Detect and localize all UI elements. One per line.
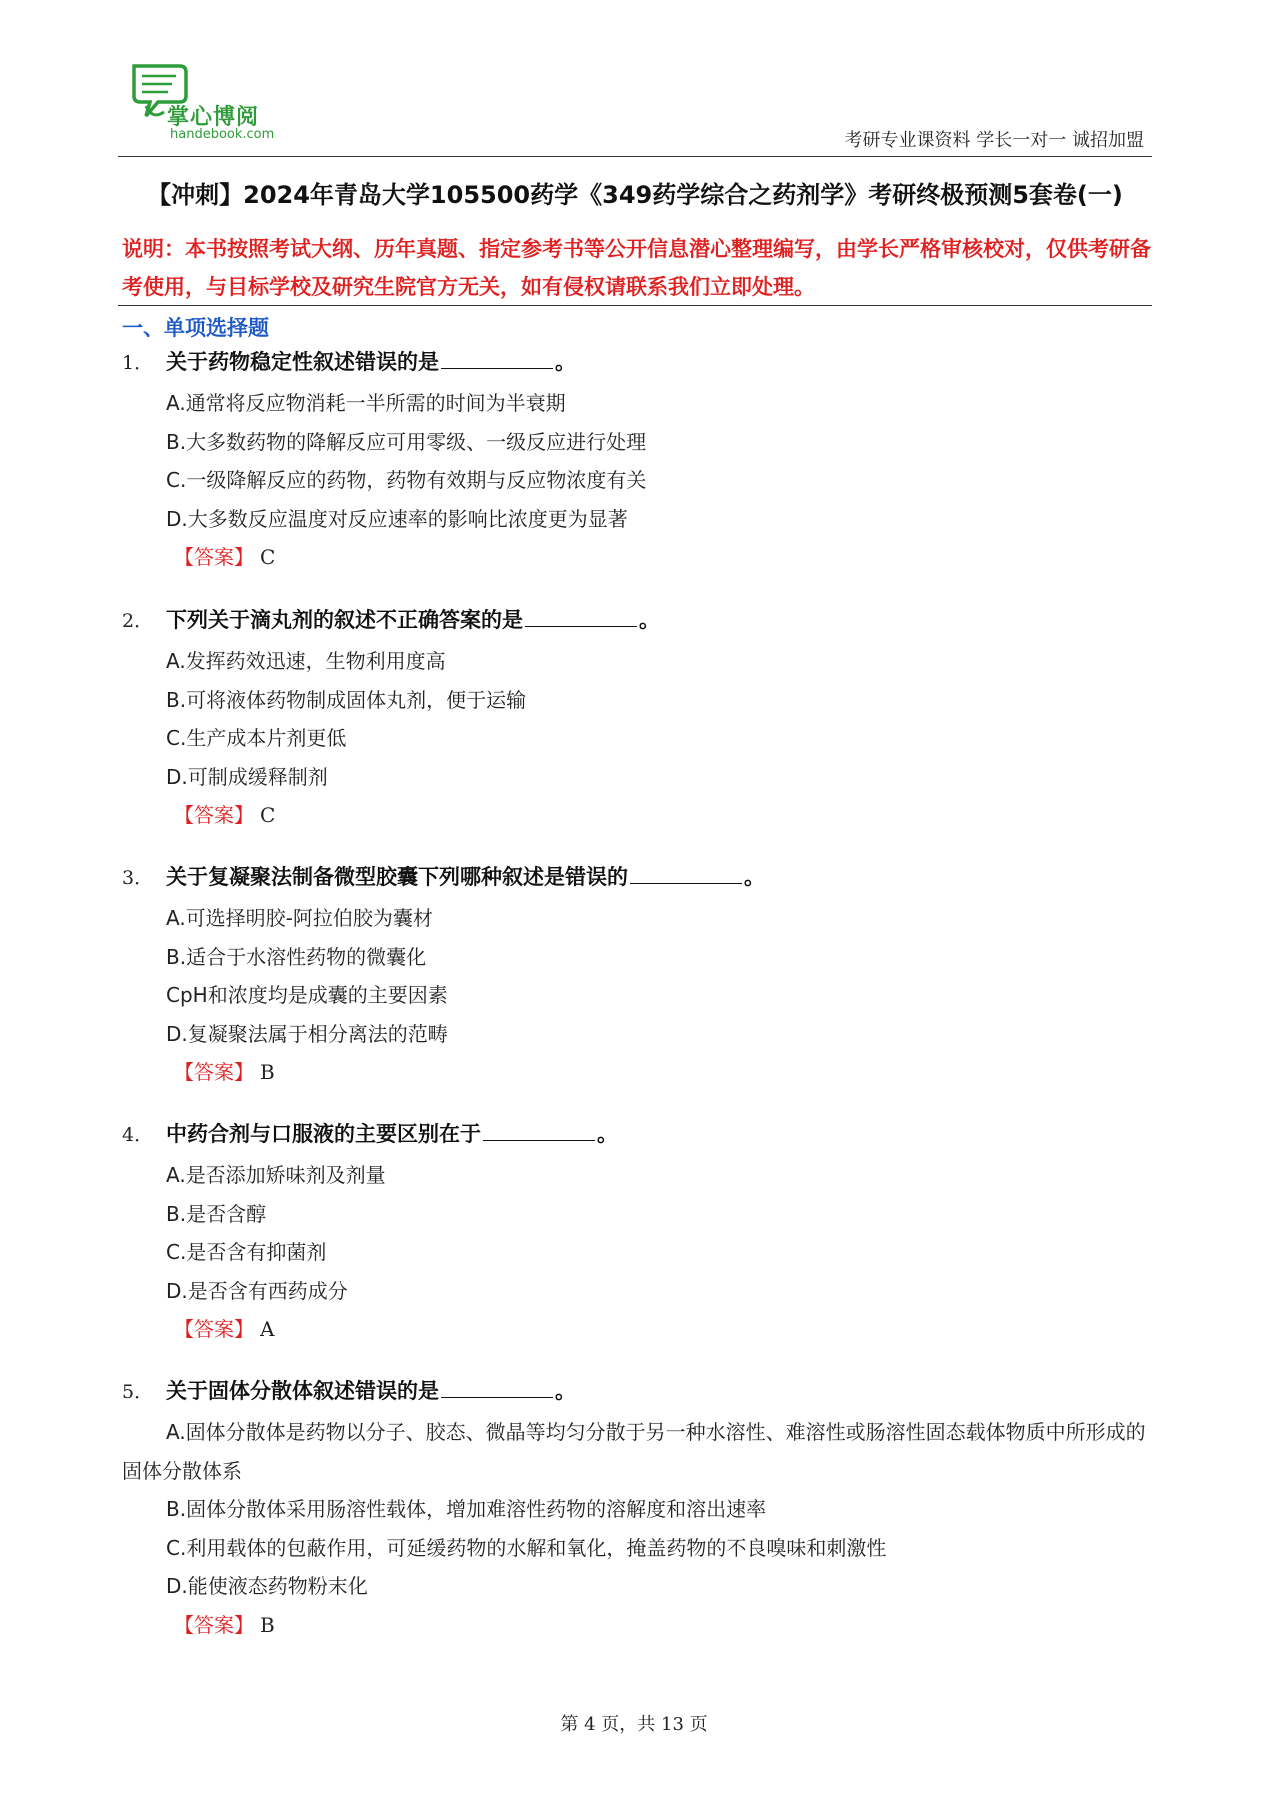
disclaimer-notice: 说明：本书按照考试大纲、历年真题、指定参考书等公开信息潜心整理编写，由学长严格审核校对，仅供考研备考使用，与目标学校及研究生院官方无关，如有侵权请联系我们立即处理。 xyxy=(122,237,1151,299)
notice-divider xyxy=(118,305,1152,306)
question-1 xyxy=(122,346,1152,577)
option-c: C.是否含有抑菌剂 xyxy=(166,1240,327,1264)
answer-value: A xyxy=(260,1317,275,1341)
answer-value: C xyxy=(260,803,276,827)
question-stem: 下列关于滴丸剂的叙述不正确答案的是 。 xyxy=(166,608,660,632)
header-tagline: 考研专业课资料 学长一对一 诚招加盟 xyxy=(844,130,1144,151)
option-b: B.固体分散体采用肠溶性载体，增加难溶性药物的溶解度和溶出速率 xyxy=(166,1497,767,1521)
question-3 xyxy=(122,861,1152,1092)
question-number: 3． xyxy=(122,867,154,889)
option-c: C.一级降解反应的药物，药物有效期与反应物浓度有关 xyxy=(166,468,647,492)
option-a: A.固体分散体是药物以分子、胶态、微晶等均匀分散于另一种水溶性、难溶性或肠溶性固态载体物质中所形成的固体分散体系 xyxy=(122,1420,1146,1483)
answer-label: 【答案】 xyxy=(174,1060,254,1084)
option-a: A.是否添加矫味剂及剂量 xyxy=(166,1163,386,1187)
answer-label: 【答案】 xyxy=(174,545,254,569)
option-d: D.能使液态药物粉末化 xyxy=(166,1574,368,1598)
question-number: 5． xyxy=(122,1381,154,1403)
answer-line xyxy=(122,1606,1152,1645)
answer-blank xyxy=(441,348,553,369)
option-b: B.大多数药物的降解反应可用零级、一级反应进行处理 xyxy=(166,429,647,454)
question-stem: 中药合剂与口服液的主要区别在于 。 xyxy=(166,1122,618,1146)
header-divider xyxy=(118,156,1152,157)
answer-label: 【答案】 xyxy=(174,1612,254,1637)
option-b: B.是否含醇 xyxy=(166,1201,267,1226)
logo-url: handebook.com xyxy=(170,127,275,142)
option-c: CpH和浓度均是成囊的主要因素 xyxy=(166,983,448,1007)
document-title: 【冲刺】2024年青岛大学105500药学《349药学综合之药剂学》考研终极预测5套卷(一) xyxy=(147,181,1123,209)
question-number: 1． xyxy=(122,352,154,374)
answer-blank xyxy=(525,606,637,627)
option-b: B.适合于水溶性药物的微囊化 xyxy=(166,944,427,969)
question-2 xyxy=(122,604,1152,835)
question-stem: 关于药物稳定性叙述错误的是 。 xyxy=(166,350,576,374)
question-5 xyxy=(122,1375,1152,1644)
option-b: B.可将液体药物制成固体丸剂，便于运输 xyxy=(166,687,527,712)
answer-label: 【答案】 xyxy=(174,1317,254,1341)
answer-line xyxy=(122,796,1152,835)
question-stem: 关于复凝聚法制备微型胶囊下列哪种叙述是错误的 。 xyxy=(166,865,765,889)
question-number: 2． xyxy=(122,610,154,632)
answer-label: 【答案】 xyxy=(174,803,254,827)
answer-blank xyxy=(441,1377,553,1398)
option-d: D.是否含有西药成分 xyxy=(166,1278,348,1303)
answer-value: C xyxy=(260,545,276,569)
option-d: D.复凝聚法属于相分离法的范畴 xyxy=(166,1021,448,1046)
option-a: A.通常将反应物消耗一半所需的时间为半衰期 xyxy=(166,391,566,415)
page-number-footer: 第 4 页，共 13 页 xyxy=(560,1714,708,1735)
answer-line xyxy=(122,1053,1152,1092)
question-4 xyxy=(122,1118,1152,1349)
option-a: A.发挥药效迅速，生物利用度高 xyxy=(166,649,446,673)
answer-blank xyxy=(483,1120,595,1141)
option-d: D.可制成缓释制剂 xyxy=(166,764,328,789)
answer-line xyxy=(122,538,1152,577)
option-c: C.利用载体的包蔽作用，可延缓药物的水解和氧化，掩盖药物的不良嗅味和刺激性 xyxy=(166,1535,887,1560)
section-title: 一、单项选择题 xyxy=(122,316,269,340)
question-stem: 关于固体分散体叙述错误的是 。 xyxy=(166,1379,576,1403)
option-a: A.可选择明胶-阿拉伯胶为囊材 xyxy=(166,906,433,930)
answer-value: B xyxy=(260,1060,275,1084)
logo-wordmark: 掌心博阅 xyxy=(167,105,260,130)
answer-blank xyxy=(630,863,742,884)
answer-line xyxy=(122,1310,1152,1349)
option-d: D.大多数反应温度对反应速率的影响比浓度更为显著 xyxy=(166,506,628,531)
option-c: C.生产成本片剂更低 xyxy=(166,726,347,750)
question-number: 4． xyxy=(122,1124,154,1146)
answer-value: B xyxy=(260,1612,275,1637)
